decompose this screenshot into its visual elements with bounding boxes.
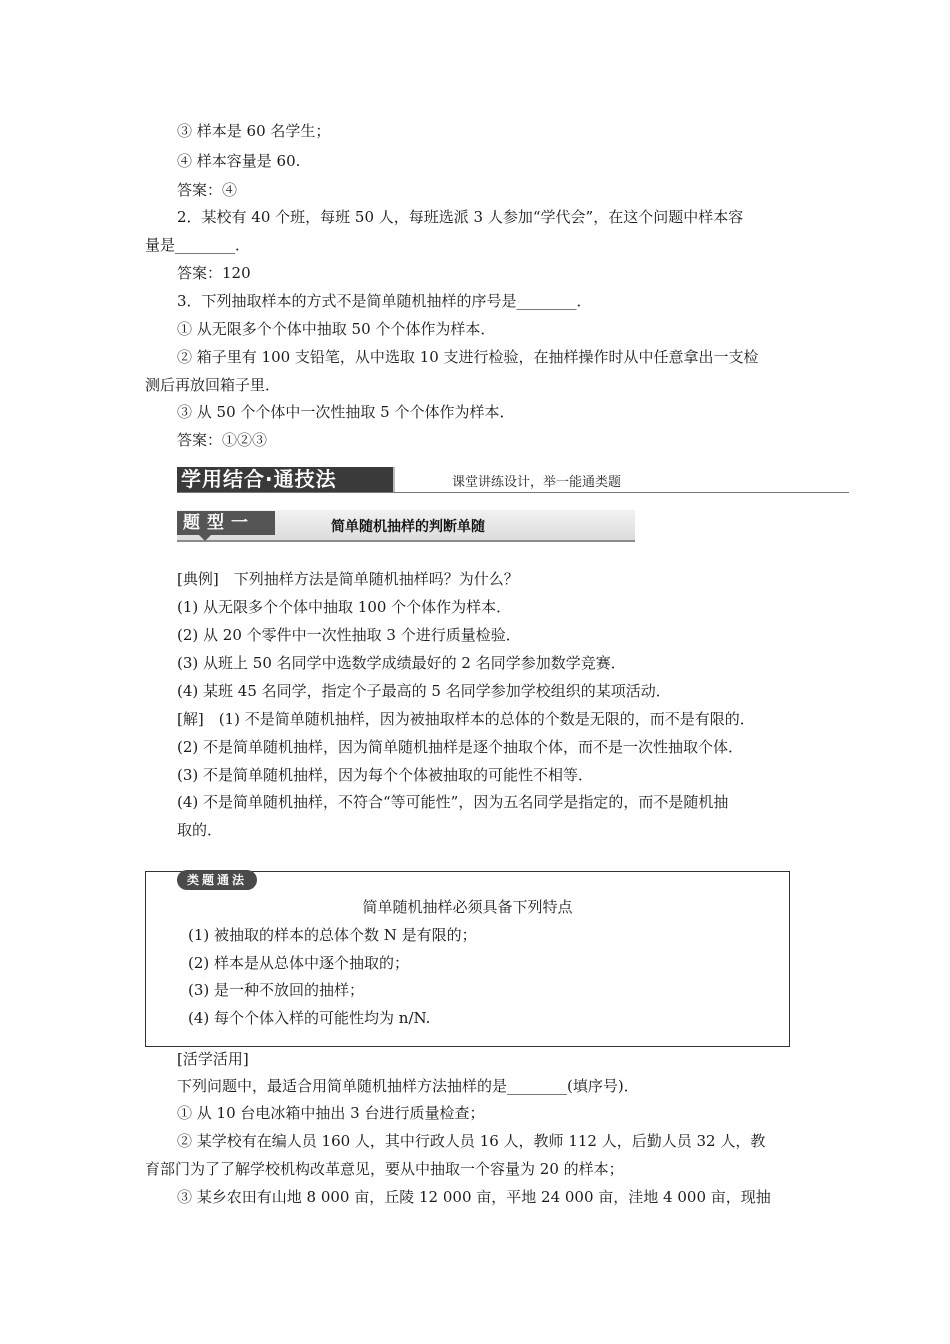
answer-line: 答案：120 [177, 264, 251, 282]
option-line: ① 从无限多个个体中抽取 50 个个体作为样本． [177, 320, 496, 338]
summary-item: (4) 每个个体入样的可能性均为 n/N. [188, 1009, 431, 1027]
solution-line: 取的． [177, 821, 223, 839]
question-type-tag: 题型一 [177, 511, 275, 535]
option-line: 测后再放回箱子里． [145, 376, 281, 394]
example-prompt: [典例] 下列抽样方法是简单随机抽样吗？为什么？ [177, 570, 519, 588]
answer-line: 答案：④ [177, 181, 238, 199]
question-line: 3．下列抽取样本的方式不是简单随机抽样的序号是________． [177, 292, 592, 310]
answer-line: 答案：①②③ [177, 431, 268, 449]
example-item: (1) 从无限多个个体中抽取 100 个个体作为样本． [177, 598, 512, 616]
method-summary-title: 简单随机抽样必须具备下列特点 [362, 898, 573, 916]
example-item: (4) 某班 45 名同学，指定个子最高的 5 名同学参加学校组织的某项活动． [177, 682, 671, 700]
solution-line: (3) 不是简单随机抽样，因为每个个体被抽取的可能性不相等． [177, 766, 594, 784]
summary-item: (1) 被抽取的样本的总体个数 N 是有限的； [188, 926, 477, 944]
practice-option: 育部门为了了解学校机构改革意见，要从中抽取一个容量为 20 的样本； [145, 1160, 624, 1178]
practice-option: ① 从 10 台电冰箱中抽出 3 台进行质量检查； [177, 1104, 485, 1122]
option-line: ③ 从 50 个个体中一次性抽取 5 个个体作为样本． [177, 403, 515, 421]
summary-item: (3) 是一种不放回的抽样； [188, 981, 365, 999]
option-line: ② 箱子里有 100 支铅笔，从中选取 10 支进行检验，在抽样操作时从中任意拿出一支检 [177, 348, 759, 366]
solution-line: (2) 不是简单随机抽样，因为简单随机抽样是逐个抽取个体，而不是一次性抽取个体． [177, 738, 744, 756]
question-line: 2．某校有 40 个班，每班 50 人，每班选派 3 人参加“学代会”，在这个问题中样本容 [177, 208, 744, 226]
option-line: ④ 样本容量是 60. [177, 152, 301, 170]
example-item: (2) 从 20 个零件中一次性抽取 3 个进行质量检验． [177, 626, 521, 644]
question-type-title: 简单随机抽样的判断单随 [331, 519, 485, 535]
question-line: 量是________． [145, 236, 251, 254]
solution-line: (4) 不是简单随机抽样，不符合“等可能性”，因为五名同学是指定的，而不是随机抽 [177, 793, 729, 811]
section-header [177, 465, 849, 493]
method-summary-tag: 类题通法 [177, 870, 257, 890]
section-divider [177, 492, 849, 493]
method-summary-box [145, 871, 790, 1047]
section-header-title: 学用结合·通技法 [177, 467, 393, 492]
summary-item: (2) 样本是从总体中逐个抽取的； [188, 954, 410, 972]
question-type-header [177, 510, 635, 542]
solution-line: [解] (1) 不是简单随机抽样，因为被抽取样本的总体的个数是无限的，而不是有限的． [177, 710, 755, 728]
practice-heading: [活学活用] [177, 1050, 249, 1068]
practice-question: 下列问题中，最适合用简单随机抽样方法抽样的是________(填序号)． [177, 1077, 639, 1095]
example-item: (3) 从班上 50 名同学中选数学成绩最好的 2 名同学参加数学竞赛． [177, 654, 626, 672]
option-line: ③ 样本是 60 名学生； [177, 122, 331, 140]
practice-option: ③ 某乡农田有山地 8 000 亩，丘陵 12 000 亩，平地 24 000 亩，洼地 4 000 亩，现抽 [177, 1188, 771, 1206]
section-header-subtitle: 课堂讲练设计，举一能通类题 [452, 475, 622, 490]
practice-option: ② 某学校有在编人员 160 人，其中行政人员 16 人，教师 112 人，后勤人员 32 人，教 [177, 1132, 766, 1150]
